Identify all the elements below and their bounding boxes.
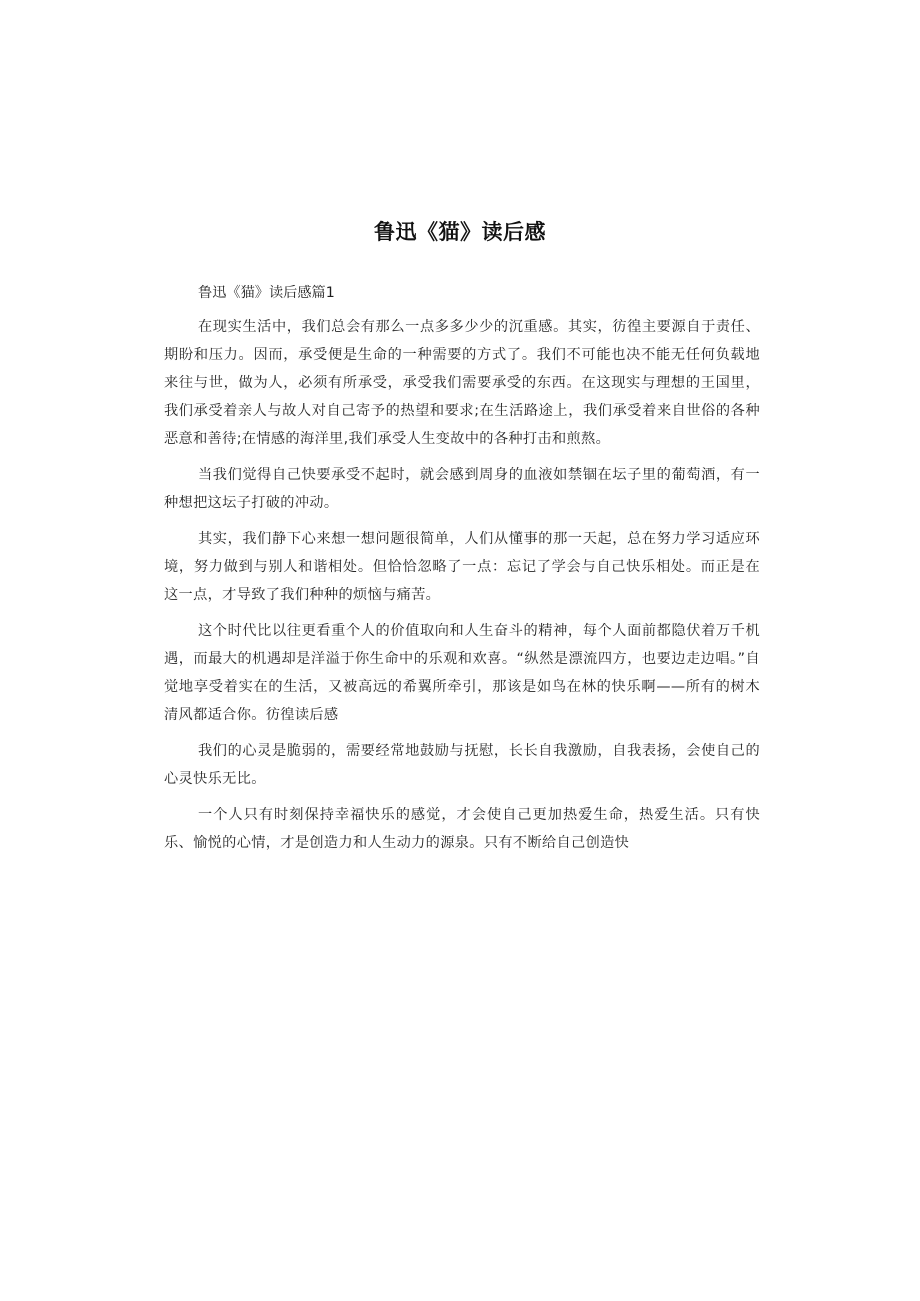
paragraph-4: 这个时代比以往更看重个人的价值取向和人生奋斗的精神，每个人面前都隐伏着万千机遇，而最大的机遇却是洋溢于你生命中的乐观和欢喜。“纵然是漂流四方，也要边走边唱。”自觉地享受着实在的生活，又被高远的希翼所牵引，那该是如鸟在林的快乐啊——所有的树木清风都适合你。彷徨读后感 bbox=[164, 623, 760, 723]
paragraph-2: 当我们觉得自己快要承受不起时，就会感到周身的血液如禁锢在坛子里的葡萄酒，有一种想把这坛子打破的冲动。 bbox=[164, 467, 760, 511]
paragraph-6: 一个人只有时刻保持幸福快乐的感觉，才会使自己更加热爱生命，热爱生活。只有快乐、愉悦的心情，才是创造力和人生动力的源泉。只有不断给自己创造快 bbox=[164, 807, 760, 851]
section-heading: 鲁迅《猫》读后感篇1 bbox=[198, 285, 335, 301]
paragraph-5: 我们的心灵是脆弱的，需要经常地鼓励与抚慰，长长自我激励，自我表扬，会使自己的心灵快乐无比。 bbox=[164, 743, 760, 787]
document-title: 鲁迅《猫》读后感 bbox=[374, 220, 546, 244]
paragraph-3: 其实，我们静下心来想一想问题很简单，人们从懂事的那一天起，总在努力学习适应环境，努力做到与别人和谐相处。但恰恰忽略了一点：忘记了学会与自己快乐相处。而正是在这一点，才导致了我们种种的烦恼与痛苦。 bbox=[164, 531, 760, 603]
paragraph-1: 在现实生活中，我们总会有那么一点多多少少的沉重感。其实，彷徨主要源自于责任、期盼和压力。因而，承受便是生命的一种需要的方式了。我们不可能也决不能无任何负载地来往与世，做为人，必须有所承受，承受我们需要承受的东西。在这现实与理想的王国里，我们承受着亲人与故人对自己寄予的热望和要求;在生活路途上，我们承受着来自世俗的各种恶意和善待;在情感的海洋里,我们承受人生变故中的各种打击和煎熬。 bbox=[164, 319, 760, 447]
document-body bbox=[164, 282, 760, 865]
